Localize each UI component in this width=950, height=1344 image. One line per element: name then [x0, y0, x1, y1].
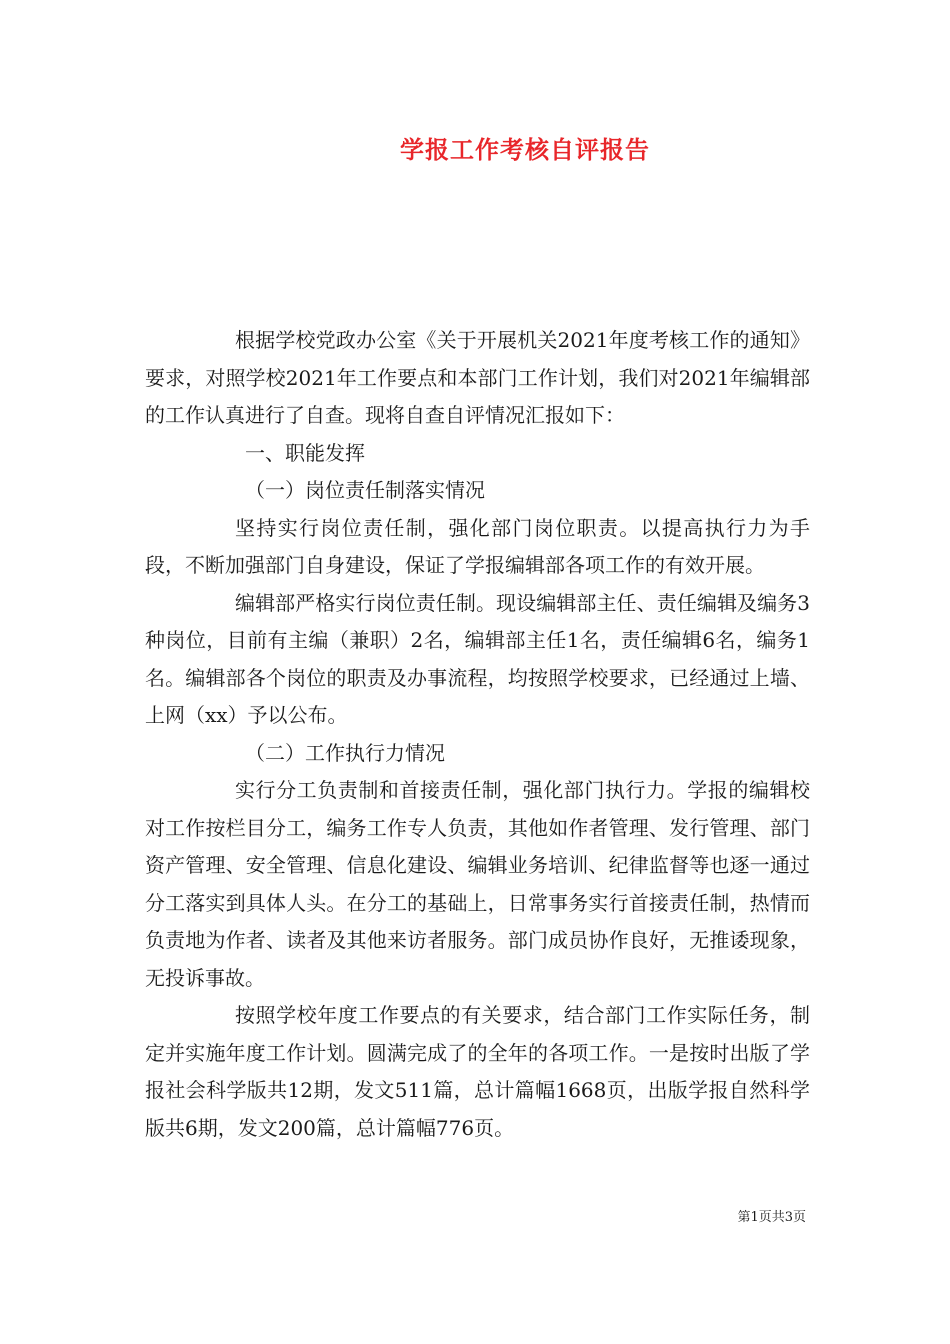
section-heading-1: 一、职能发挥 — [245, 440, 365, 465]
page-number-footer: 第1页共3页 — [737, 1210, 806, 1225]
body-paragraph: 实行分工负责制和首接责任制，强化部门执行力。学报的编辑校对工作按栏目分工，编务工作专人负责，其他如作者管理、发行管理、部门资产管理、安全管理、信息化建设、编辑业务培训、纪律监督等也逐一通过分工落实到具体人头。在分工的基础上，日常事务实行首接责任制，热情而负责地为作者、读者及其他来访者服务。部门成员协作良好，无推诿现象，无投诉事故。 — [145, 778, 810, 990]
body-paragraph: 坚持实行岗位责任制，强化部门岗位职责。以提高执行力为手段，不断加强部门自身建设，保证了学报编辑部各项工作的有效开展。 — [145, 515, 810, 577]
document-title: 学报工作考核自评报告 — [400, 135, 650, 164]
document-body — [145, 322, 810, 1147]
subsection-heading-1: （一）岗位责任制落实情况 — [245, 478, 485, 502]
intro-paragraph: 根据学校党政办公室《关于开展机关2021年度考核工作的通知》要求，对照学校2021年工作要点和本部门工作计划，我们对2021年编辑部的工作认真进行了自查。现将自查自评情况汇报如下： — [145, 328, 810, 427]
body-paragraph: 编辑部严格实行岗位责任制。现设编辑部主任、责任编辑及编务3种岗位，目前有主编（兼职）2名，编辑部主任1名，责任编辑6名，编务1名。编辑部各个岗位的职责及办事流程，均按照学校要求，已经通过上墙、上网（xx）予以公布。 — [145, 590, 810, 727]
subsection-heading-2: （二）工作执行力情况 — [245, 740, 445, 765]
body-paragraph: 按照学校年度工作要点的有关要求，结合部门工作实际任务，制定并实施年度工作计划。圆满完成了的全年的各项工作。一是按时出版了学报社会科学版共12期，发文511篇，总计篇幅1668页，出版学报自然科学版共6期，发文200篇，总计篇幅776页。 — [145, 1003, 810, 1140]
